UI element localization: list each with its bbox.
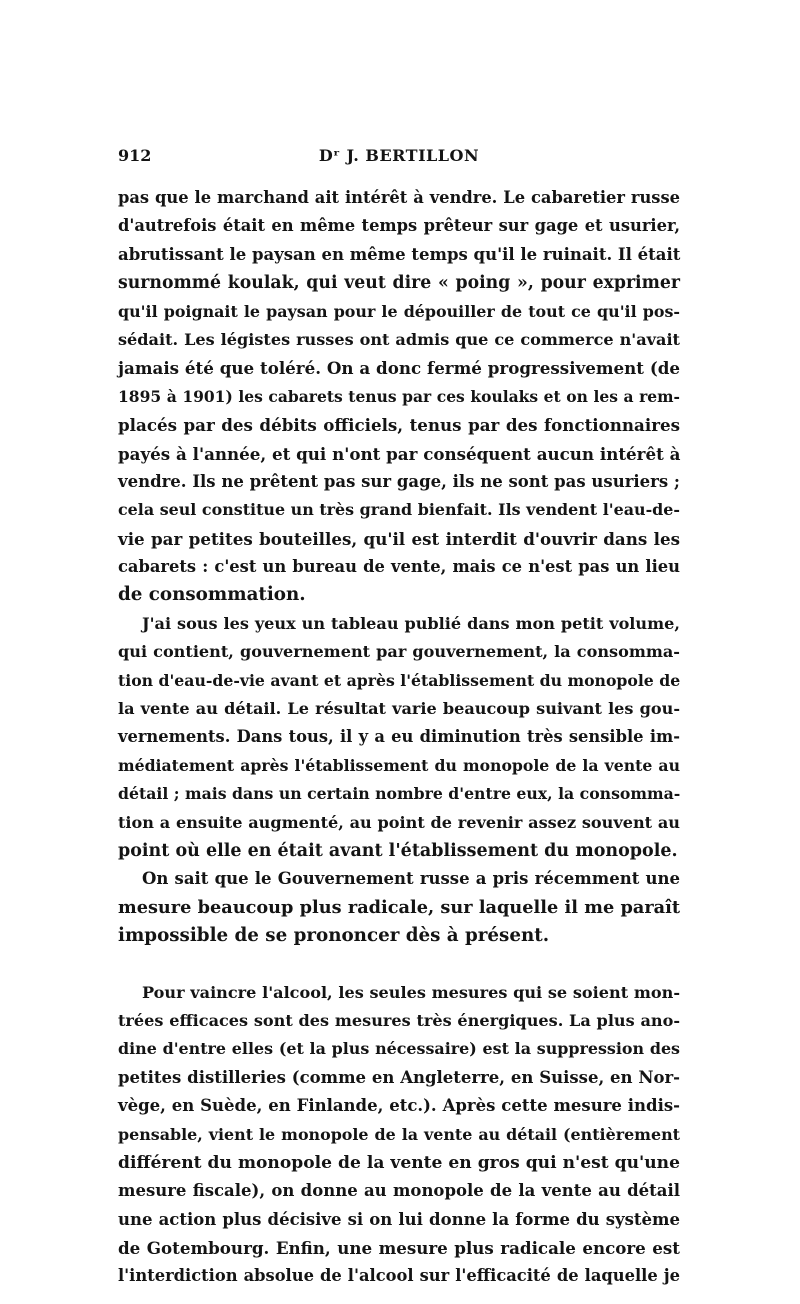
text-line: médiatement après l'établissement du monopole de la vente au [118, 755, 680, 775]
paragraph-mesures [118, 979, 680, 1291]
text-line: qu'il poignait le paysan pour le dépouiller de tout ce qu'il pos- [118, 301, 680, 321]
text-line: vendre. Ils ne prêtent pas sur gage, ils ne sont pas usuriers ; [118, 471, 680, 491]
text-line: mesure fiscale), on donne au monopole de la vente au détail [118, 1181, 680, 1201]
text-line: point où elle en était avant l'établissement du monopole. [118, 840, 678, 861]
text-line: 1895 à 1901) les cabarets tenus par ces koulaks et on les a rem- [118, 386, 680, 406]
text-line: tion d'eau-de-vie avant et après l'établissement du monopole de [118, 670, 681, 690]
text-line: On sait que le Gouvernement russe a pris récemment une [142, 869, 680, 889]
text-line: dine d'entre elles (et la plus nécessaire) est la suppression des [118, 1039, 680, 1059]
text-line: vège, en Suède, en Finlande, etc.). Après cette mesure indis- [118, 1096, 680, 1116]
text-line: abrutissant le paysan en même temps qu'il le ruinait. Il était [118, 244, 681, 264]
text-line: surnommé koulak, qui veut dire « poing », pour exprimer [118, 273, 680, 294]
text-line: vie par petites bouteilles, qu'il est interdit d'ouvrir dans les [118, 528, 680, 549]
text-line: de Gotembourg. Enfin, une mesure plus radicale encore est [118, 1238, 680, 1259]
section-gap [118, 951, 680, 979]
page-header [118, 146, 680, 174]
text-line: de consommation. [118, 584, 306, 606]
text-line: trées efficaces sont des mesures très énergiques. La plus ano- [118, 1010, 680, 1030]
text-line: la vente au détail. Le résultat varie beaucoup suivant les gou- [118, 699, 680, 719]
text-line: J'ai sous les yeux un tableau publié dans mon petit volume, [142, 613, 680, 633]
text-line: sédait. Les légistes russes ont admis que ce commerce n'avait [118, 329, 680, 349]
text-line: payés à l'année, et qui n'ont par conséquent aucun intérêt à [118, 443, 681, 464]
text-line: pas que le marchand ait intérêt à vendre. Le cabaretier russe [118, 188, 680, 207]
text-line: jamais été que toléré. On a donc fermé progressivement (de [118, 358, 680, 379]
paragraph-koulak [118, 184, 680, 610]
text-line: vernements. Dans tous, il y a eu diminution très sensible im- [118, 727, 680, 747]
text-line: placés par des débits officiels, tenus par des fonctionnaires [118, 415, 680, 436]
text-line: l'interdiction absolue de l'alcool sur l'efficacité de laquelle je [118, 1266, 680, 1286]
text-line: impossible de se prononcer dès à présent. [118, 925, 550, 947]
text-line: petites distilleries (comme en Angleterre, en Suisse, en Nor- [118, 1067, 680, 1087]
running-head: Dʳ J. BERTILLON [318, 146, 480, 165]
text-line: pensable, vient le monopole de la vente au détail (entièrement [118, 1124, 680, 1144]
body-text [118, 184, 680, 1291]
text-line: Pour vaincre l'alcool, les seules mesures qui se soient mon- [142, 982, 680, 1002]
text-line: qui contient, gouvernement par gouvernement, la consomma- [118, 642, 680, 662]
paragraph-gouvernement [118, 865, 680, 950]
text-line: d'autrefois était en même temps prêteur sur gage et usurier, [118, 216, 680, 236]
text-line: cela seul constitue un très grand bienfait. Ils vendent l'eau-de- [118, 500, 680, 520]
text-line: tion a ensuite augmenté, au point de revenir assez souvent au [118, 812, 680, 832]
text-line: une action plus décisive si on lui donne la forme du système [118, 1209, 680, 1229]
text-line: différent du monopole de la vente en gros qui n'est qu'une [118, 1152, 680, 1173]
text-line: cabarets : c'est un bureau de vente, mais ce n'est pas un lieu [118, 557, 680, 577]
page-number: 912 [118, 146, 152, 165]
paragraph-tableau [118, 610, 680, 866]
text-line: mesure beaucoup plus radicale, sur laquelle il me paraît [118, 896, 680, 918]
text-line: détail ; mais dans un certain nombre d'entre eux, la consomma- [118, 784, 681, 804]
